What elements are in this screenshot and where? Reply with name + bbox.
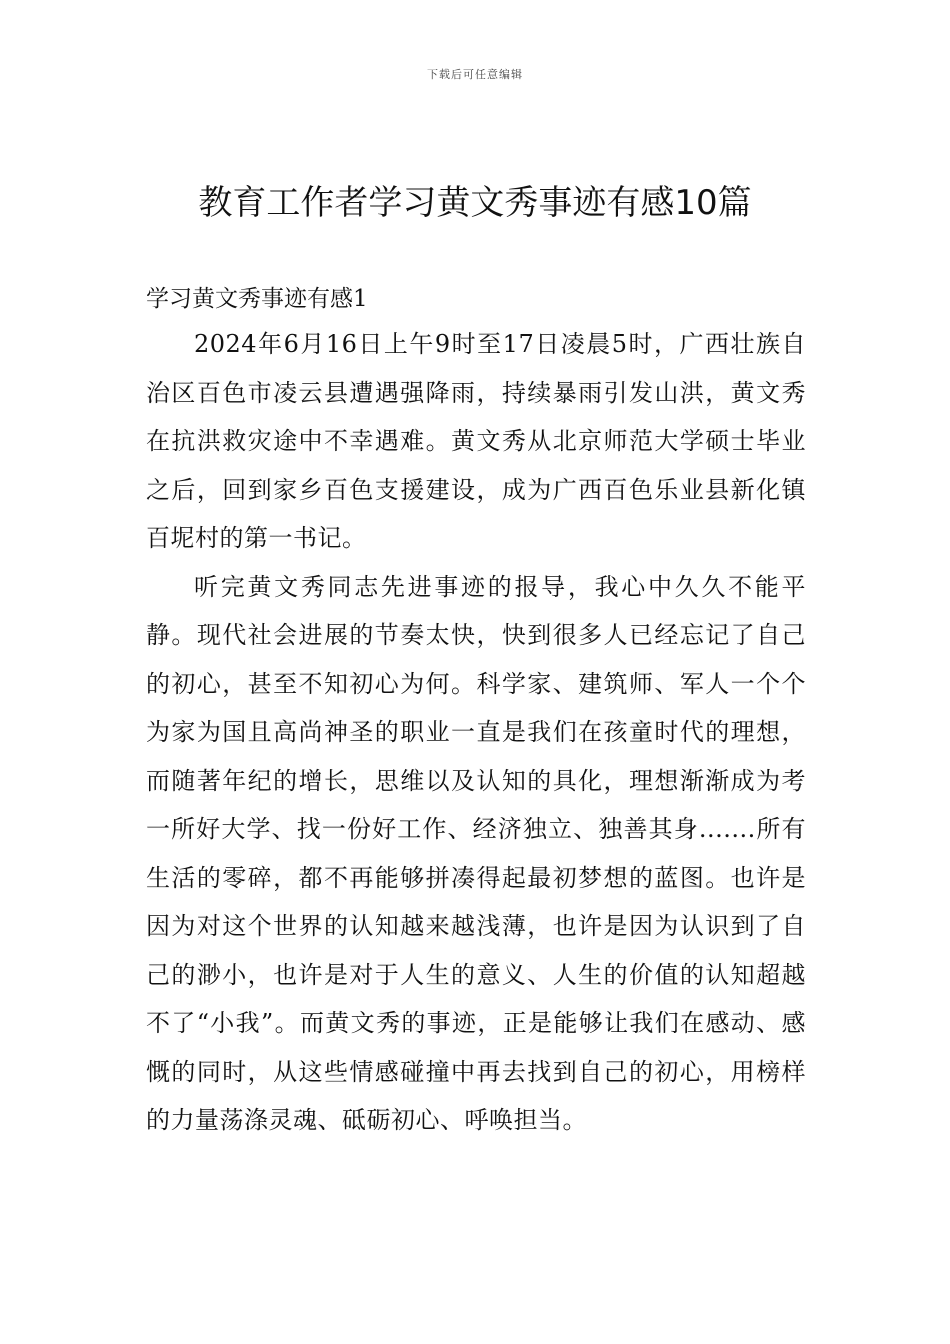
- paragraph: 2024年6月16日上午9时至17日凌晨5时，广西壮族自治区百色市凌云县遭遇强降雨，持续暴雨引发山洪，黄文秀在抗洪救灾途中不幸遇难。黄文秀从北京师范大学硕士毕业之后，回到家乡百色支援建设，成为广西百色乐业县新化镇百坭村的第一书记。: [146, 330, 806, 552]
- document-body: [146, 280, 806, 1145]
- document-title: 教育工作者学习黄文秀事迹有感10篇: [198, 183, 752, 223]
- page-header-note: 下载后可任意编辑: [427, 68, 523, 81]
- section-heading: 学习黄文秀事迹有感1: [146, 286, 368, 312]
- paragraph: 听完黄文秀同志先进事迹的报导，我心中久久不能平静。现代社会进展的节奏太快，快到很多人已经忘记了自己的初心，甚至不知初心为何。科学家、建筑师、军人一个个为家为国且高尚神圣的职业一直是我们在孩童时代的理想，而随著年纪的增长，思维以及认知的具化，理想渐渐成为考一所好大学、找一份好工作、经济独立、独善其身.......所有生活的零碎，都不再能够拼凑得起最初梦想的蓝图。也许是因为对这个世界的认知越来越浅薄，也许是因为认识到了自己的渺小，也许是对于人生的意义、人生的价值的认知超越不了“小我”。而黄文秀的事迹，正是能够让我们在感动、感慨的同时，从这些情感碰撞中再去找到自己的初心，用榜样的力量荡涤灵魂、砥砺初心、呼唤担当。: [146, 572, 806, 1134]
